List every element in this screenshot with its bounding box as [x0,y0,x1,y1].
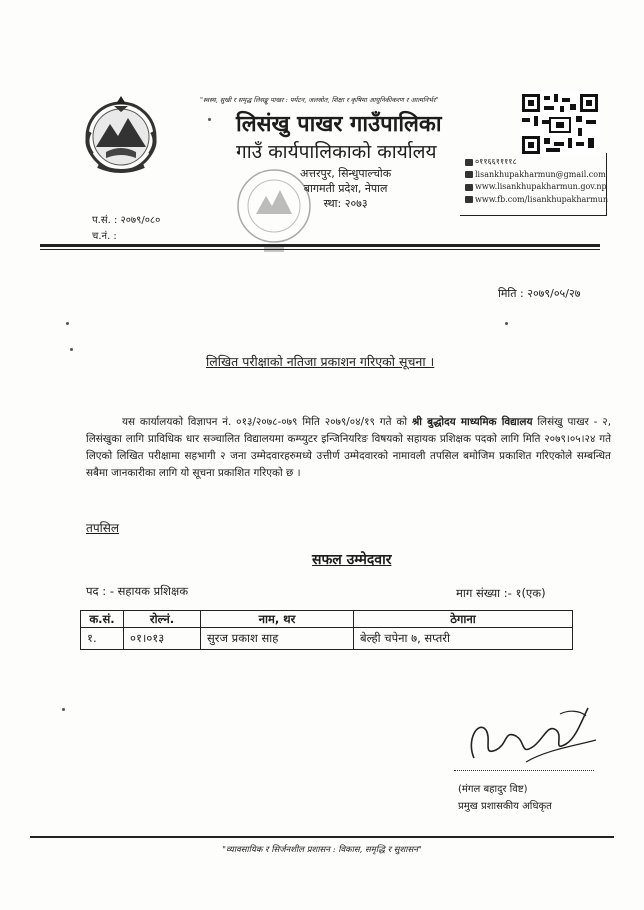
contact-website [465,181,608,194]
globe-icon [465,184,473,191]
column-header-roll: रोल्नं. [124,611,201,628]
footer-divider [30,836,614,838]
footer-motto: "व्यावसायिक र सिर्जनशील प्रशासन : विकास, समृद्धि र सुशासन" [222,845,422,855]
signatory-name: (मंगल बहादुर विष्ट) [458,784,528,795]
contact-email [465,169,608,182]
notice-heading [206,353,434,370]
cell-name: सुरज प्रकाश साह [201,628,354,650]
cell-serial: १. [81,628,124,650]
header-divider-thin [40,249,600,250]
office-address [300,166,391,211]
facebook-icon [465,196,473,203]
scan-speck [70,348,73,351]
successful-candidates-heading: सफल उम्मेदवार [312,552,392,568]
table-header-row [81,611,573,628]
contact-phone [465,156,608,169]
scan-speck [208,118,211,121]
header-motto: "स्वस्थ, सुखी र समृद्ध लिसङ्खु पाखर : पर्यटन, जलस्रोत, शिक्षा र कृषिमा आधुनिकीकरण र आत्मनिर्भर" [200,96,439,104]
dispatch-number: च.नं. : [92,231,117,242]
email-address: lisankhupakharmun@gmail.com [475,169,606,179]
phone-number: ०११६६११११८ [475,157,517,166]
notice-date: मिति : २०७९/०५/२७ [498,287,581,300]
column-header-serial: क.सं. [81,611,124,628]
address-line-2: बागमती प्रदेश, नेपाल [303,182,388,195]
notice-heading-text: लिखित परीक्षाको नतिजा प्रकाशन गरिएको सूचना । [206,354,435,369]
scan-speck [62,708,65,711]
qr-code-icon [520,92,600,156]
tapasil-label: तपसिल [86,521,120,535]
notice-body-part-2: लिसंखु पाखर - २, लिसंखुका लागि प्राविधिक धार सञ्चालित विद्यालयमा कम्प्युटर इन्जिनियरिङ विषयको सहायक प्रशिक्षक पदको लागि मिति २०७९।०५।२४ गते लिएको लिखित परीक्षामा सहभागी २ जना उम्मेदवारहरुमध्ये उत्तीर्ण उम्मेदवारको नामावली तपसिल बमोजिम प्रकाशित गरिएकोले सम्बन्धित सबैमा जानकारीका लागि यो सूचना प्रकाशित गरिएको छ । [86,416,611,479]
contact-info [465,156,608,206]
column-header-name: नाम, थर [201,611,354,628]
scan-speck [505,322,508,325]
facebook-url: www.fb.com/lisankhupakharmun [475,194,609,204]
office-name: गाउँ कार्यपालिकाको कार्यालय [236,141,437,163]
demand-count: माग संख्या :- १(एक) [456,586,546,600]
cell-roll: ०१।०१३ [124,628,201,650]
scan-speck [66,322,69,325]
address-line-1: अत्तरपुर, सिन्धुपाल्चोक [300,167,392,180]
letter-number: प.सं. : २०७९/०८० [92,215,161,226]
established-year: स्था: २०७३ [323,197,368,210]
reference-numbers [92,213,160,245]
contact-facebook [465,194,608,207]
column-header-address: ठेगाना [354,611,573,628]
signature-icon [456,700,606,770]
signature-line [454,770,594,771]
notice-body-part-1: यस कार्यालयको विज्ञापन नं. ०१३/२०७८-०७९ मिति २०७९/०४/१९ गते को [122,416,412,428]
table-row [81,628,573,650]
notice-body [86,414,611,482]
results-table [80,610,573,650]
phone-icon [465,159,473,166]
header-divider-thick [40,244,600,247]
cell-address: बेल्ही चपेना ७, सप्तरी [354,628,573,650]
nepal-emblem-icon [78,92,164,178]
municipality-name: लिसंखु पाखर गाउँपालिका [236,112,442,137]
notice-body-school: श्री बुद्धोदय माध्यमिक विद्यालय [411,416,533,428]
signatory-title: प्रमुख प्रशासकीय अधिकृत [458,801,552,812]
email-icon [465,171,473,178]
post-label: पद : - सहायक प्रशिक्षक [86,584,189,598]
website-url: www.lisankhupakharmun.gov.np [475,182,607,191]
